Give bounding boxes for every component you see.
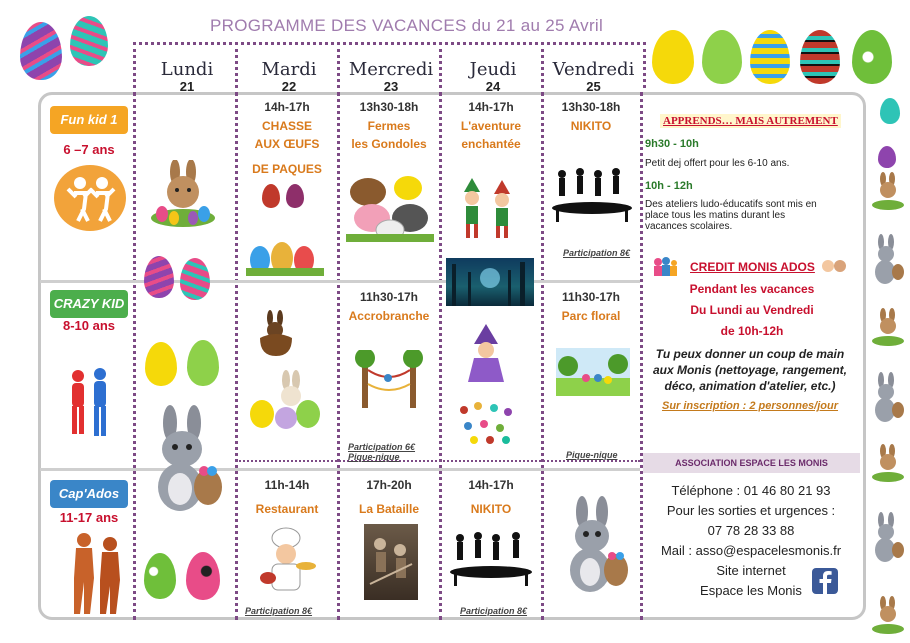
easter-egg-icon: [144, 553, 176, 599]
witch-icon: [464, 324, 508, 384]
association-banner: ASSOCIATION ESPACE LES MONIS: [643, 453, 860, 473]
kids-silhouettes-icon: [64, 366, 114, 438]
easter-egg-icon: [702, 30, 742, 84]
day-header-mardi: [235, 42, 340, 95]
slot-text: Petit dej offert pour les 6-10 ans.: [645, 158, 790, 169]
activity-time: 11h-14h: [264, 478, 310, 492]
easter-egg-icon: [262, 184, 280, 208]
column-divider: [439, 92, 442, 620]
inscription-note: Sur inscription : 2 personnes/jour: [661, 400, 839, 412]
day-header-vendredi: [541, 42, 646, 95]
battle-painting-image: [364, 524, 418, 600]
day-name: Mercredi: [348, 59, 434, 80]
easter-egg-icon: [70, 16, 108, 66]
activity-time: 17h-20h: [366, 478, 412, 492]
farm-animals-icon: [346, 170, 434, 242]
chef-icon: [256, 526, 316, 598]
day-name: Lundi: [160, 59, 214, 80]
easter-bunny-icon: [870, 444, 906, 482]
easter-bunny-icon: [870, 172, 906, 210]
activity-title: CHASSE: [261, 119, 312, 133]
activity-time: 13h30-18h: [561, 100, 621, 114]
treetop-adventure-icon: [354, 350, 424, 408]
easter-egg-icon: [852, 30, 892, 84]
urgences-label: Pour les sorties et urgences :: [666, 503, 836, 518]
activity-title: Accrobranche: [348, 309, 430, 323]
help-line: aux Monis (nettoyage, rangement,: [652, 363, 848, 377]
trampoline-jumpers-icon: [550, 166, 634, 222]
urgences-phone: 07 78 28 33 88: [707, 523, 795, 538]
bunny-with-basket-icon: [556, 496, 632, 596]
hands-icon: [820, 256, 848, 276]
bunny-with-basket-icon: [868, 372, 906, 424]
site-label: Site internet: [716, 563, 786, 578]
activity-title: DE PAQUES: [252, 162, 322, 176]
day-header-jeudi: [439, 42, 544, 95]
help-line: déco, animation d'atelier, etc.): [664, 379, 836, 393]
easter-bunny-icon: [870, 596, 906, 634]
bunny-eggs-basket-icon: [246, 370, 324, 430]
bunny-with-basket-icon: [140, 405, 226, 515]
slot-time: 10h - 12h: [645, 180, 693, 192]
easter-egg-icon: [652, 30, 694, 84]
kids-jumping-icon: [54, 165, 126, 231]
easter-bunny-icon: [870, 308, 906, 346]
column-divider: [133, 92, 136, 620]
credit-line: de 10h-12h: [720, 324, 784, 338]
activity-title: Parc floral: [561, 309, 621, 323]
day-date: 24: [485, 79, 501, 94]
group-ages-funkid: 6 –7 ans: [63, 142, 115, 157]
activity-time: 14h-17h: [468, 478, 514, 492]
activity-title: AUX ŒUFS: [254, 137, 320, 151]
eggs-in-grass-icon: [246, 240, 324, 276]
easter-egg-icon: [180, 258, 210, 300]
participation-note: Participation 8€: [563, 248, 631, 258]
slot-text: Des ateliers ludo-éducatifs sont mis en: [645, 199, 817, 210]
activity-title: les Gondoles: [351, 137, 427, 151]
easter-egg-icon: [880, 98, 900, 124]
day-name: Vendredi: [552, 59, 635, 80]
bunny-with-basket-icon: [868, 512, 906, 564]
activity-time: 11h30-17h: [561, 290, 621, 304]
activity-title: NIKITO: [570, 119, 612, 133]
easter-egg-icon: [187, 340, 219, 386]
elves-icon: [460, 176, 520, 240]
easter-egg-icon: [144, 256, 174, 298]
picnic-note: Pique-nique: [348, 452, 400, 462]
day-name: Mardi: [261, 59, 317, 80]
colorful-beads-icon: [456, 400, 516, 446]
slot-time: 9h30 - 10h: [645, 138, 699, 150]
slot-text: vacances scolaires.: [645, 221, 733, 232]
activity-title: L'aventure: [460, 119, 522, 133]
credit-line: Du Lundi au Vendredi: [690, 303, 814, 317]
group-name-crazykid: CRAZY KID: [53, 296, 125, 311]
site-name[interactable]: Espace les Monis: [700, 583, 802, 598]
day-date: 25: [586, 79, 601, 94]
kids-group-icon: [652, 256, 678, 278]
slot-text: place tous les matins durant les: [645, 210, 786, 221]
activity-time: 14h-17h: [264, 100, 310, 114]
apprends-title: APPRENDS… MAIS AUTREMENT: [660, 114, 841, 128]
group-name-funkid: Fun kid 1: [60, 112, 118, 127]
facebook-icon[interactable]: [812, 568, 838, 594]
row-divider: [40, 280, 640, 283]
participation-note: Participation 8€: [460, 606, 528, 616]
credit-line: Pendant les vacances: [689, 282, 815, 296]
day-name: Jeudi: [469, 59, 517, 80]
park-picnic-icon: [556, 348, 630, 396]
group-ages-crazykid: 8-10 ans: [62, 318, 116, 333]
help-line: Tu peux donner un coup de main: [655, 347, 845, 361]
activity-time: 13h30-18h: [359, 100, 419, 114]
group-name-capados: Cap'Ados: [58, 486, 120, 501]
day-header-lundi: [133, 42, 238, 95]
column-divider: [541, 92, 544, 620]
credit-title: CREDIT MONIS ADOS: [690, 260, 815, 274]
activity-title: Restaurant: [255, 502, 319, 516]
easter-egg-icon: [800, 30, 840, 84]
day-header-mercredi: [337, 42, 442, 95]
activity-title: NIKITO: [470, 502, 512, 516]
activity-time: 11h30-17h: [359, 290, 419, 304]
activity-title: Fermes: [367, 119, 411, 133]
participation-note: Participation 8€: [245, 606, 313, 616]
activity-title: enchantée: [461, 137, 521, 151]
easter-egg-icon: [20, 22, 62, 80]
row-divider: [40, 468, 640, 471]
email-address[interactable]: Mail : asso@espacelesmonis.fr: [660, 543, 842, 558]
teens-silhouettes-icon: [64, 530, 130, 616]
easter-egg-icon: [878, 146, 896, 168]
activity-title: La Bataille: [358, 502, 420, 516]
easter-egg-icon: [750, 30, 790, 84]
enchanted-forest-image: [446, 258, 534, 306]
picnic-note: Pique-nique: [566, 450, 618, 460]
page-title: PROGRAMME DES VACANCES du 21 au 25 Avril: [210, 16, 604, 35]
chocolate-bunny-egg-icon: [256, 310, 296, 358]
phone-number: Téléphone : 01 46 80 21 93: [671, 483, 831, 498]
day-date: 21: [179, 79, 195, 94]
easter-egg-icon: [145, 342, 177, 386]
day-date: 22: [281, 79, 297, 94]
activity-time: 14h-17h: [468, 100, 514, 114]
row-divider: [236, 460, 640, 462]
group-ages-capados: 11-17 ans: [59, 510, 119, 525]
easter-bunny-eggs-icon: [148, 160, 218, 228]
easter-egg-icon: [286, 184, 304, 208]
bunny-with-basket-icon: [868, 234, 906, 286]
trampoline-jumpers-icon: [448, 530, 534, 586]
day-date: 23: [383, 79, 399, 94]
participation-note: Participation 6€: [348, 442, 416, 452]
